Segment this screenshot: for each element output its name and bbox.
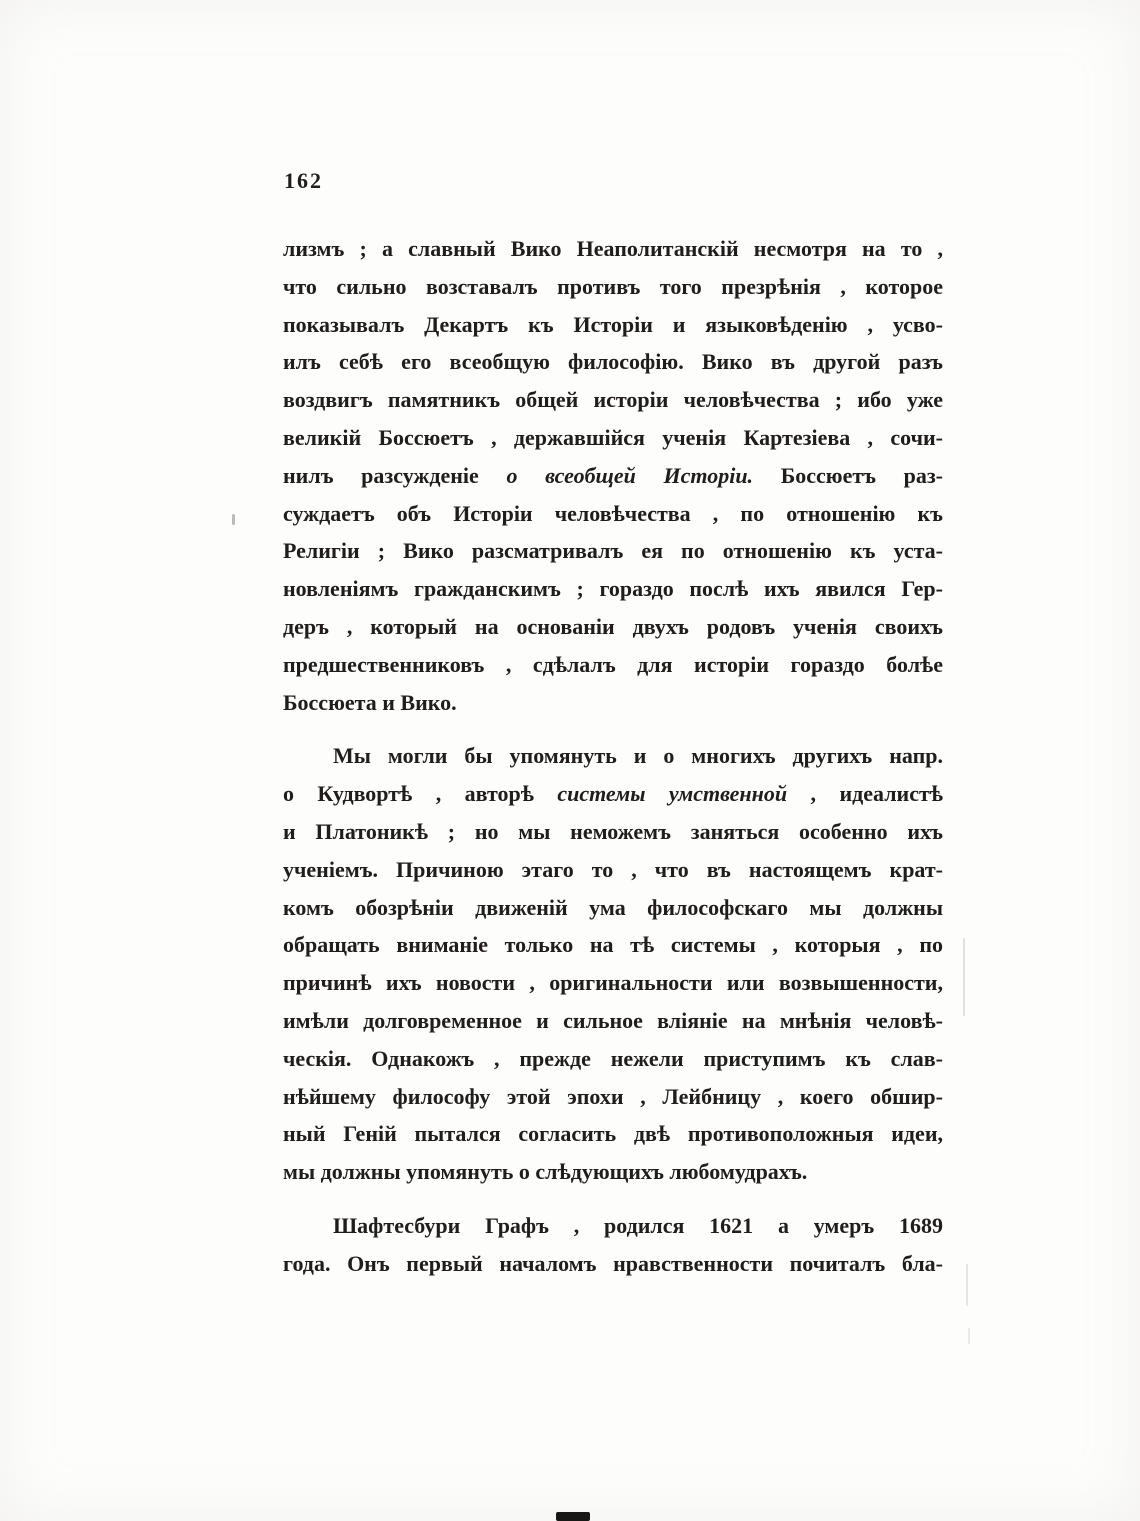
text-line bbox=[283, 268, 943, 306]
text-line bbox=[283, 1078, 943, 1116]
text-line bbox=[283, 1040, 943, 1078]
text-segment: илъ себѣ его всеобщую философію. Вико въ другой разъ bbox=[283, 349, 943, 375]
text-line bbox=[283, 381, 943, 419]
text-segment: Шафтесбури Графъ , родился 1621 а умеръ 1689 bbox=[333, 1212, 943, 1238]
text-line bbox=[283, 964, 943, 1002]
text-segment: нилъ разсужденіе bbox=[283, 462, 507, 488]
text-segment: лизмъ ; а славный Вико Неаполитанскій несмотря на то , bbox=[283, 236, 943, 261]
text-line bbox=[283, 926, 943, 964]
paragraph bbox=[283, 1207, 943, 1283]
text-line bbox=[283, 532, 943, 570]
text-segment: комъ обозрѣніи движеній ума философскаго мы должны bbox=[283, 894, 943, 920]
text-line bbox=[283, 646, 943, 684]
paragraph bbox=[283, 230, 943, 721]
text-line bbox=[283, 608, 943, 646]
text-line bbox=[283, 306, 943, 344]
text-line bbox=[283, 775, 943, 813]
scan-artifact-right-tick bbox=[966, 1264, 968, 1306]
text-segment: ческія. Однакожъ , прежде нежели приступимъ къ слав- bbox=[283, 1045, 943, 1071]
italic-text-segment: системы умственной bbox=[557, 781, 788, 807]
text-line bbox=[283, 419, 943, 457]
text-line bbox=[283, 1153, 943, 1191]
text-segment: ученіемъ. Причиною этаго то , что въ настоящемъ крат- bbox=[283, 856, 943, 882]
paragraph bbox=[283, 737, 943, 1191]
scan-artifact-bottom-mark bbox=[556, 1512, 590, 1521]
text-segment: причинѣ ихъ новости , оригинальности или возвышенности, bbox=[283, 970, 943, 996]
text-line bbox=[283, 737, 943, 775]
text-segment: воздвигъ памятникъ общей исторіи человѣчества ; ибо уже bbox=[283, 387, 943, 413]
text-segment: показывалъ Декартъ къ Исторіи и языковѣденію , усво- bbox=[283, 311, 943, 337]
text-segment: обращать вниманіе только на тѣ системы , которыя , по bbox=[283, 932, 943, 958]
text-segment: имѣли долговременное и сильное вліяніе на мнѣнія человѣ- bbox=[283, 1007, 943, 1033]
text-line bbox=[283, 570, 943, 608]
text-line bbox=[283, 1245, 943, 1283]
text-line bbox=[283, 1207, 943, 1245]
text-line bbox=[283, 889, 943, 927]
text-segment: Мы могли бы упомянуть и о многихъ другихъ напр. bbox=[333, 743, 943, 769]
text-segment: ный Геній пытался согласить двѣ противоположныя идеи, bbox=[283, 1121, 943, 1147]
text-line bbox=[283, 684, 943, 722]
text-segment: что сильно возставалъ противъ того презрѣнія , которое bbox=[283, 273, 943, 299]
text-segment: Боссюетъ раз- bbox=[753, 462, 944, 488]
text-line bbox=[283, 343, 943, 381]
text-segment: суждаетъ объ Исторіи человѣчества , по отношенію къ bbox=[283, 500, 943, 526]
scan-artifact-right-tick bbox=[963, 938, 965, 1016]
text-segment: , идеалистѣ bbox=[787, 781, 943, 807]
text-segment: деръ , который на основаніи двухъ родовъ ученія своихъ bbox=[283, 613, 943, 639]
text-line bbox=[283, 230, 943, 268]
text-line bbox=[283, 1115, 943, 1153]
text-segment: Боссюета и Вико. bbox=[283, 689, 457, 715]
text-segment: новленіямъ гражданскимъ ; гораздо послѣ ихъ явился Гер- bbox=[283, 576, 943, 602]
text-segment: предшественниковъ , сдѣлалъ для исторіи гораздо болѣе bbox=[283, 651, 943, 677]
text-segment: нѣйшему философу этой эпохи , Лейбницу , коего обшир- bbox=[283, 1083, 943, 1109]
text-line bbox=[283, 457, 943, 495]
page-number: 162 bbox=[284, 168, 323, 193]
text-line bbox=[283, 1002, 943, 1040]
text-segment: мы должны упомянуть о слѣдующихъ любомудрахъ. bbox=[283, 1159, 808, 1185]
text-line bbox=[283, 495, 943, 533]
text-segment: великій Боссюетъ , державшійся ученія Картезіева , сочи- bbox=[283, 424, 943, 450]
text-line bbox=[283, 813, 943, 851]
scan-artifact-left-speck bbox=[232, 514, 235, 525]
text-segment: года. Онъ первый началомъ нравственности почиталъ бла- bbox=[283, 1250, 943, 1276]
text-segment: о Кудвортѣ , авторѣ bbox=[283, 781, 558, 807]
page-text-block bbox=[283, 230, 943, 1283]
scan-artifact-right-tick bbox=[968, 1328, 970, 1344]
italic-text-segment: о всеобщей Исторіи. bbox=[506, 462, 754, 488]
text-line bbox=[283, 851, 943, 889]
text-segment: Религіи ; Вико разсматривалъ ея по отношенію къ уста- bbox=[283, 538, 943, 564]
text-segment: и Платоникѣ ; но мы неможемъ заняться особенно ихъ bbox=[283, 818, 943, 844]
